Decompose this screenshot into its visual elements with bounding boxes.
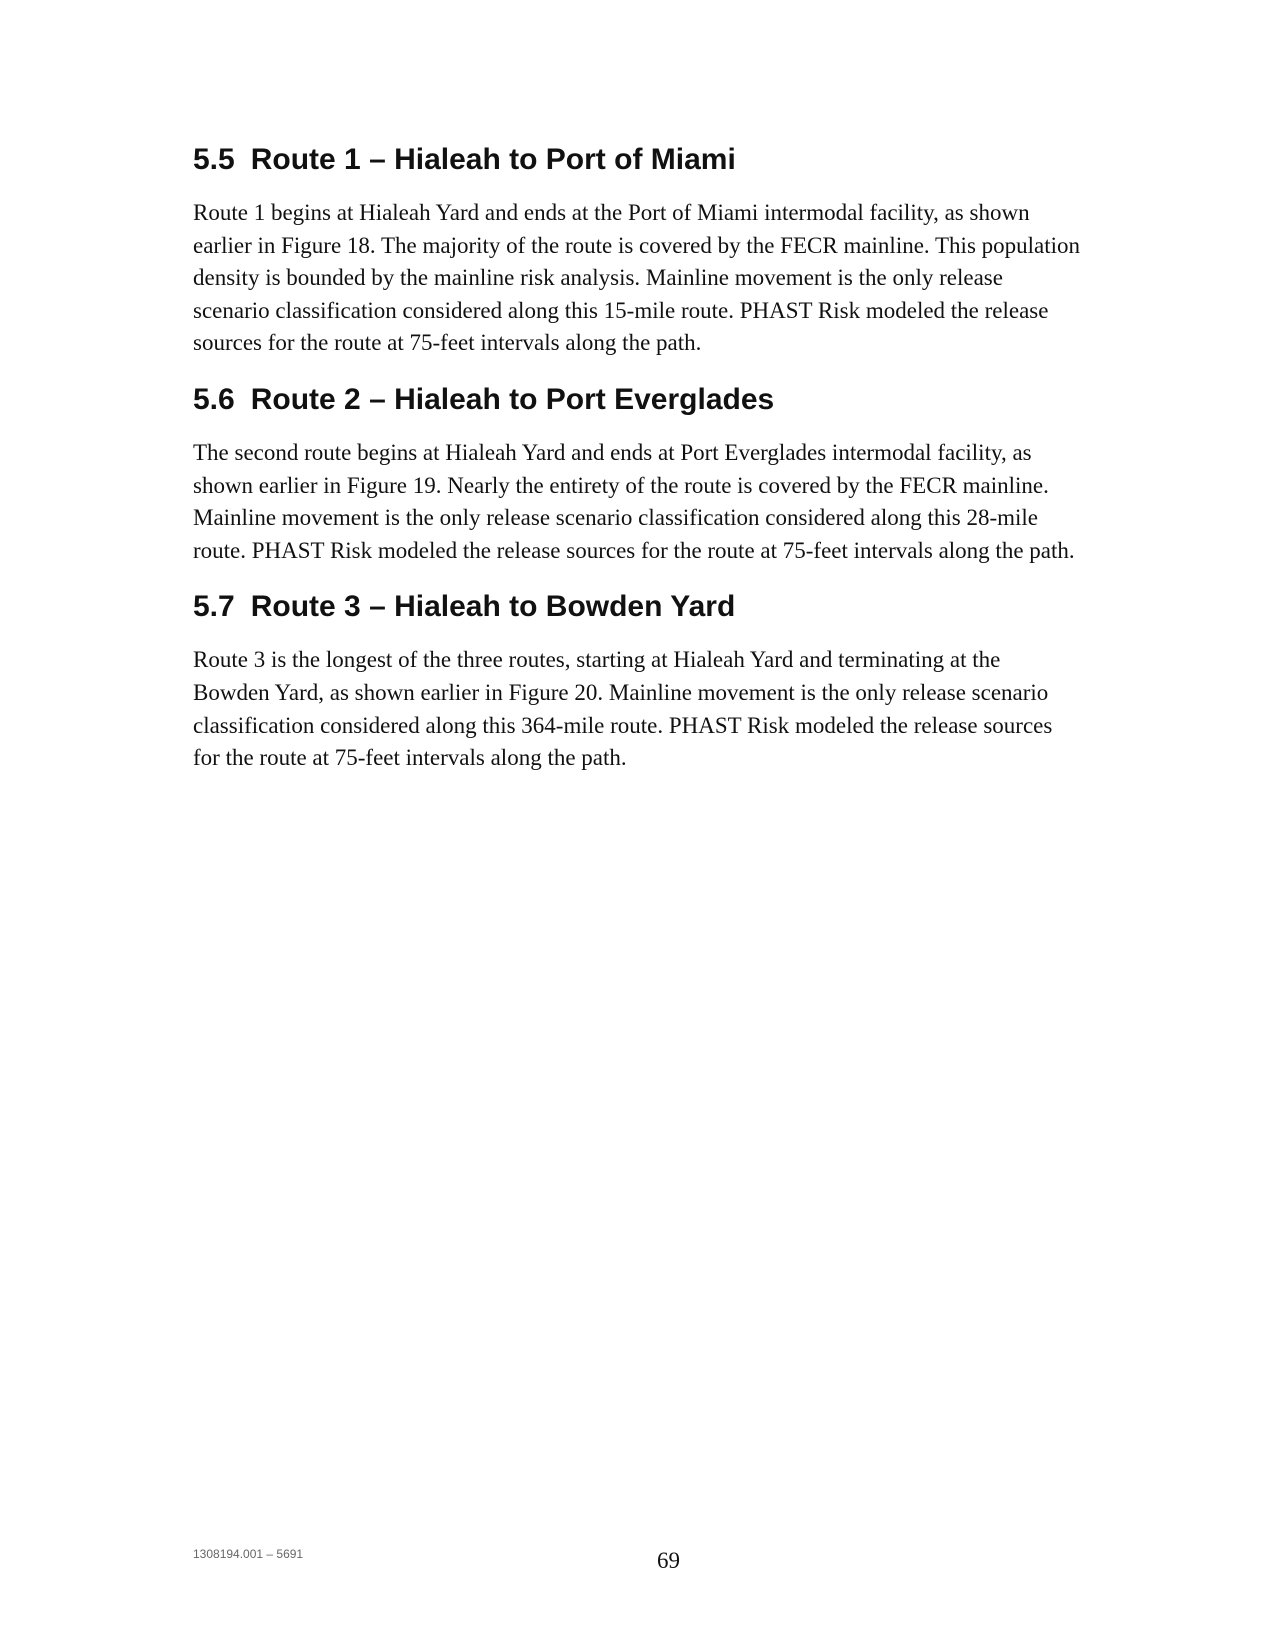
section-heading xyxy=(193,142,1153,178)
section-5-6 xyxy=(193,382,1153,567)
paragraph-line: scenario classification considered along this 15-mile route. PHAST Risk modeled the release xyxy=(193,297,1049,323)
section-title: Route 2 – Hialeah to Port Everglades xyxy=(250,382,775,416)
paragraph-line: Route 3 is the longest of the three routes, starting at Hialeah Yard and terminating at the xyxy=(193,647,1001,673)
section-heading xyxy=(193,382,1153,418)
paragraph-line: classification considered along this 364-mile route. PHAST Risk modeled the release sources xyxy=(193,712,1053,738)
paragraph-line: The second route begins at Hialeah Yard and ends at Port Everglades intermodal facility, as xyxy=(193,439,1032,465)
paragraph-line: for the route at 75-feet intervals along the path. xyxy=(193,745,627,771)
paragraph-line: Route 1 begins at Hialeah Yard and ends at the Port of Miami intermodal facility, as shown xyxy=(193,200,1030,225)
section-paragraph xyxy=(193,644,1153,774)
section-title: Route 1 – Hialeah to Port of Miami xyxy=(250,143,736,176)
section-number: 5.7 xyxy=(193,590,235,624)
page-number: 69 xyxy=(657,1548,680,1573)
section-number: 5.5 xyxy=(193,143,235,176)
section-5-7 xyxy=(193,589,1153,774)
paragraph-line: Bowden Yard, as shown earlier in Figure 20. Mainline movement is the only release scenario xyxy=(193,679,1049,705)
section-heading xyxy=(193,589,1153,625)
section-paragraph xyxy=(193,197,1153,360)
paragraph-line: shown earlier in Figure 19. Nearly the entirety of the route is covered by the FECR mainline. xyxy=(193,472,1049,498)
paragraph-line: density is bounded by the mainline risk analysis. Mainline movement is the only release xyxy=(193,265,1003,291)
section-title: Route 3 – Hialeah to Bowden Yard xyxy=(250,590,736,624)
paragraph-line: Mainline movement is the only release scenario classification considered along this 28-mile xyxy=(193,505,1039,531)
page-number-wrapper xyxy=(0,1548,1275,1574)
paragraph-line: sources for the route at 75-feet intervals along the path. xyxy=(193,330,702,356)
section-paragraph xyxy=(193,437,1153,567)
paragraph-line: earlier in Figure 18. The majority of the route is covered by the FECR mainline. This population xyxy=(193,232,1081,258)
section-5-5 xyxy=(193,142,1153,360)
document-id: 1308194.001 – 5691 xyxy=(193,1547,304,1561)
section-number: 5.6 xyxy=(193,382,235,416)
page-content xyxy=(193,142,1153,797)
paragraph-line: route. PHAST Risk modeled the release sources for the route at 75-feet intervals along the path. xyxy=(193,537,1075,563)
